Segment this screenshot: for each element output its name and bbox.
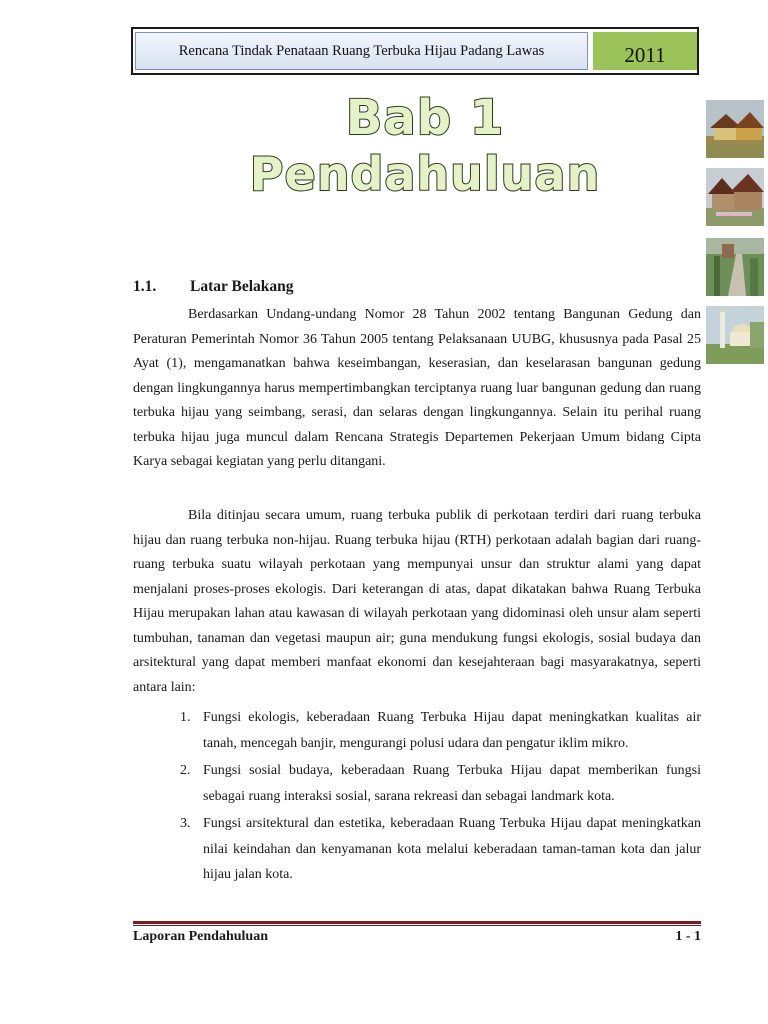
section-number: 1.1. — [133, 278, 157, 295]
list-item-number: 1. — [180, 710, 191, 725]
list-item-text: Fungsi sosial budaya, keberadaan Ruang Terbuka Hijau dapat memberikan fungsi sebagai ruang interaksi sosial, sarana rekreasi dan sebagai landmark kota. — [203, 763, 701, 804]
chapter-number: Bab 1 — [345, 90, 505, 146]
body-paragraph: Bila ditinjau secara umum, ruang terbuka publik di perkotaan terdiri dari ruang terbuka hijau dan ruang terbuka non-hijau. Ruang terbuka hijau (RTH) perkotaan adalah bagian dari ruang-ruang terbuka suatu wilayah perkotaan yang mempunyai unsur dan struktur alami yang dapat menjalani proses-proses ekologis. Dari keterangan di atas, dapat dikatakan bahwa Ruang Terbuka Hijau merupakan lahan atau kawasan di wilayah perkotaan yang didominasi oleh unsur alam seperti tumbuhan, tanaman dan vegetasi maupun air; guna mendukung fungsi ekologis, sosial budaya dan arsitektural yang dapat memberi manfaat ekonomi dan kesejahteraan bagi masyarakatnya, seperti antara lain: — [133, 508, 701, 695]
function-list — [133, 705, 701, 890]
footer-label: Laporan Pendahuluan — [133, 929, 268, 944]
list-item — [133, 811, 701, 888]
list-item-number: 2. — [180, 763, 191, 778]
section-title: Latar Belakang — [190, 278, 294, 295]
list-item — [133, 758, 701, 809]
body-paragraph: Berdasarkan Undang-undang Nomor 28 Tahun 2002 tentang Bangunan Gedung dan Peraturan Pemerintah Nomor 36 Tahun 2005 tentang Pelaksanaan UUBG, khususnya pada Pasal 25 Ayat (1), mengamanatkan bahwa keseimbangan, keserasian, dan keselarasan bangunan gedung dengan lingkungannya harus mempertimbangkan terciptanya ruang luar bangunan gedung dan ruang terbuka hijau yang seimbang, serasi, dan selaras dengan lingkungannya. Selain itu perihal ruang terbuka hijau juga muncul dalam Rencana Strategis Departemen Pekerjaan Umum bidang Cipta Karya sebagai kegiatan yang perlu ditangani. — [133, 307, 701, 469]
header-title: Rencana Tindak Penataan Ruang Terbuka Hijau Padang Lawas — [135, 32, 588, 70]
footer-rule-thin — [133, 925, 701, 926]
header-year: 2011 — [593, 32, 697, 70]
park-walkway-photo — [706, 238, 764, 296]
list-item-text: Fungsi ekologis, keberadaan Ruang Terbuka Hijau dapat meningkatkan kualitas air tanah, mencegah banjir, mengurangi polusi udara dan pengatur iklim mikro. — [203, 710, 701, 751]
page-number: 1 - 1 — [675, 929, 701, 944]
footer-rule — [133, 921, 701, 924]
chapter-title: Pendahuluan — [249, 147, 601, 201]
traditional-house-photo — [706, 168, 764, 226]
document-header — [131, 27, 699, 75]
list-item-text: Fungsi arsitektural dan estetika, keberadaan Ruang Terbuka Hijau dapat meningkatkan nilai keindahan dan kenyamanan kota melalui keberadaan taman-taman kota dan jalur hijau jalan kota. — [203, 816, 701, 882]
list-item — [133, 705, 701, 756]
traditional-house-photo — [706, 100, 764, 158]
list-item-number: 3. — [180, 816, 191, 831]
mosque-photo — [706, 306, 764, 364]
